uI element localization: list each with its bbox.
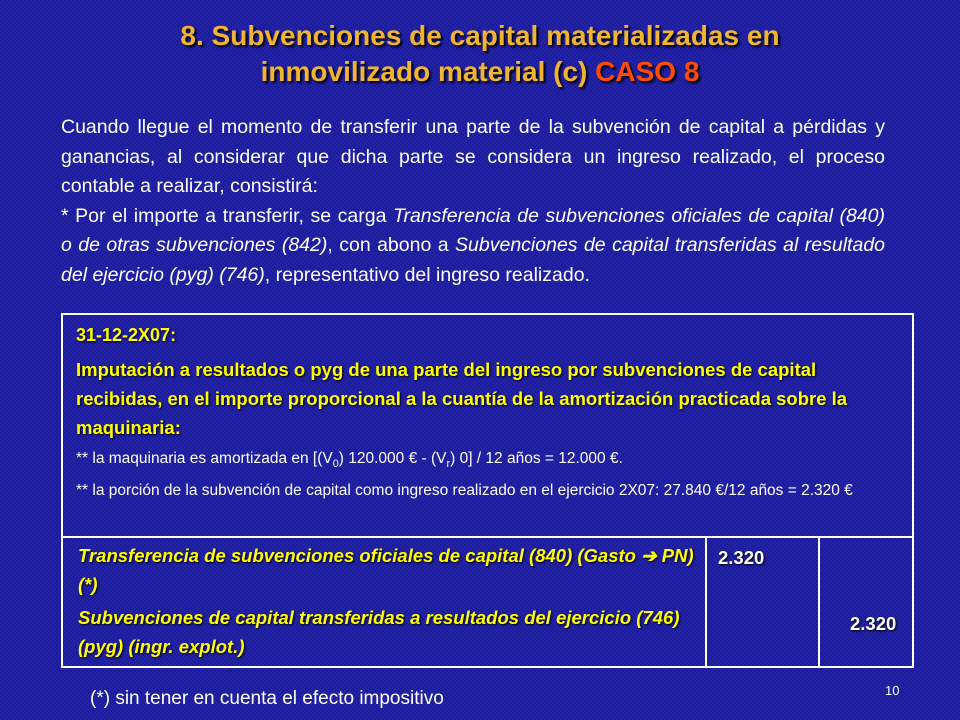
debit-account — [78, 541, 708, 599]
credit-amount: 2.320 — [850, 613, 897, 634]
title-line-2-text: inmovilizado material (c) — [260, 56, 588, 87]
caso-label: CASO 8 — [595, 56, 700, 87]
entry-date: 31-12-2X07: — [76, 325, 177, 345]
table-divider — [63, 536, 912, 538]
credit-column-divider — [818, 538, 820, 666]
slide-title — [60, 18, 900, 90]
debit-account-text-b: PN) (*) — [78, 545, 694, 595]
subsidy-portion-note: ** la porción de la subvención de capital como ingreso realizado en el ejercicio 2X07: 27.840 €/12 años = 2.320 € — [76, 482, 853, 499]
debit-account-text-a: Transferencia de subvenciones oficiales de capital (840) (Gasto — [78, 545, 636, 566]
note1-part-c: ) 0] / 12 años = 12.000 €. — [450, 450, 623, 467]
intro-p2-mid: , con abono a — [327, 234, 449, 256]
intro-paragraph-2 — [61, 202, 885, 291]
intro-p2-suffix: , representativo del ingreso realizado. — [264, 263, 590, 286]
journal-entry-panel — [61, 313, 914, 668]
page-number: 10 — [885, 683, 900, 698]
arrow-right-icon: ➔ — [641, 545, 657, 566]
credit-account: Subvenciones de capital transferidas a resultados del ejercicio (746) (pyg) (ingr. explot.) — [78, 607, 680, 657]
intro-debit-account: Transferencia de subvenciones oficiales de capital (840) o de otras subvenciones (842) — [61, 204, 885, 256]
footnote: (*) sin tener en cuenta el efecto impositivo — [90, 688, 444, 709]
note1-subscript-0: 0 — [332, 458, 339, 471]
note1-subscript-r: r — [446, 458, 451, 471]
depreciation-note — [76, 448, 896, 475]
intro-credit-account: Subvenciones de capital transferidas al resultado del ejercicio (pyg) (746) — [61, 234, 886, 286]
title-line-2 — [60, 54, 900, 90]
note1-part-a: ** la maquinaria es amortizada en [(V — [76, 450, 333, 467]
intro-text — [61, 113, 885, 290]
note1-part-b: ) 120.000 € - (V — [338, 450, 447, 467]
intro-p2-prefix: * Por el importe a transferir, se carga — [61, 204, 387, 227]
debit-amount: 2.320 — [718, 547, 765, 568]
entry-description: Imputación a resultados o pyg de una parte del ingreso por subvenciones de capital recibidas, en el importe proporcional a la cuantía de la amortización practicada sobre la maquinaria: — [76, 359, 848, 438]
title-line-1: 8. Subvenciones de capital materializadas en — [180, 20, 780, 51]
intro-paragraph-1: Cuando llegue el momento de transferir una parte de la subvención de capital a pérdidas y ganancias, al considerar que dicha parte se considera un ingreso realizado, el proceso contable a realizar, consistirá: — [61, 116, 885, 197]
